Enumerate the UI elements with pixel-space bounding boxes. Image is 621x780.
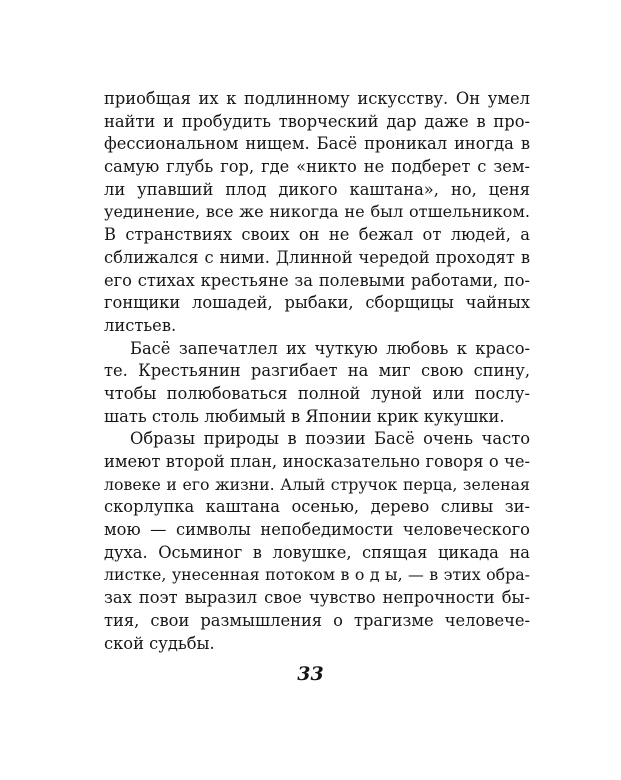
text-line: Образы природы в поэзии Басё очень часто [130,429,530,449]
text-line: ской судьбы. [104,633,215,653]
text-line: те. Крестьянин разгибает на миг свою спину, [104,361,530,381]
text-line: имеют второй план, иносказательно говоря о че- [104,452,530,471]
page-number: 33 [297,663,324,685]
text-line: Басё запечатлел их чуткую любовь к красо- [130,338,530,358]
text-line: ловеке и его жизни. Алый стручок перца, зеленая [104,474,530,494]
paragraph-2 [104,338,530,429]
text-line: фессиональном нищем. Басё проникал иногда в [104,134,530,154]
text-line: мою — символы непобедимости человеческого [104,520,530,540]
text-line: чтобы полюбоваться полной луной или послу- [104,383,530,403]
text-line: скорлупка каштана осенью, дерево сливы зи- [104,497,530,517]
paragraph-3 [104,428,530,655]
text-line: листьев. [104,315,177,335]
text-line: приобщая их к подлинному искусству. Он умел [104,89,530,108]
text-line: зах поэт выразил свое чувство непрочности бы- [104,588,530,608]
text-line: шать столь любимый в Японии крик кукушки. [104,406,505,426]
text-line: уединение, все же никогда не был отшельником. [104,202,530,222]
text-line: листке, унесенная потоком в о д ы, — в этих обра- [104,565,530,585]
text-line: самую глубь гор, где «никто не подберет с зем- [104,157,530,177]
text-line: ли упавший плод дикого каштана», но, ценя [104,179,530,199]
paragraph-1 [104,88,530,338]
text-line: его стихах крестьяне за полевыми работами, по- [104,270,530,290]
text-line: духа. Осьминог в ловушке, спящая цикада на [104,542,530,562]
body-text [104,88,530,655]
text-line: В странствиях своих он не бежал от людей, а [104,225,530,245]
text-line: сближался с ними. Длинной чередой проходят в [104,247,530,267]
text-line: тия, свои размышления о трагизме человече- [104,610,530,630]
text-line: гонщики лошадей, рыбаки, сборщицы чайных [104,293,530,313]
text-line: найти и пробудить творческий дар даже в про- [104,111,530,131]
